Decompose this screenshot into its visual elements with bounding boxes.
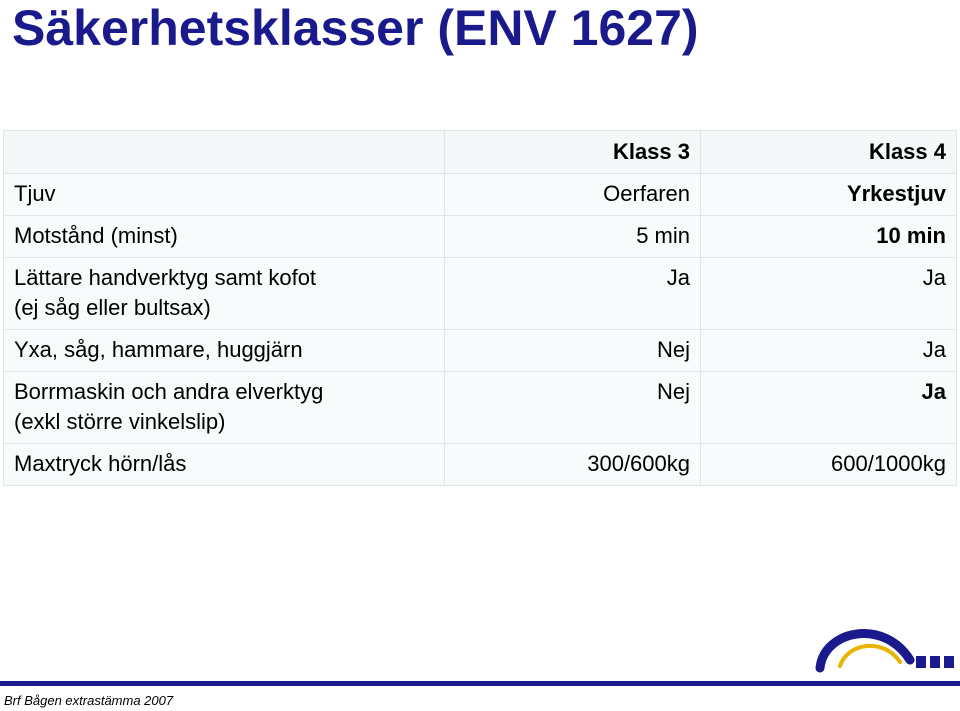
table-row [4,330,957,372]
cell-klass-3: Oerfaren [445,174,701,216]
header-cell-klass-4: Klass 4 [701,131,957,174]
table-row [4,216,957,258]
cell-klass-4: Yrkestjuv [701,174,957,216]
cell-klass-3: Nej [445,330,701,372]
table-row [4,444,957,486]
cell-klass-4: Ja [701,330,957,372]
cell-klass-3: 300/600kg [445,444,701,486]
table-row [4,372,957,444]
table-row [4,258,957,330]
header-cell-klass-3: Klass 3 [445,131,701,174]
row-label: Yxa, såg, hammare, huggjärn [4,330,445,372]
footer-text: Brf Bågen extrastämma 2007 [4,693,174,708]
table-row [4,174,957,216]
row-label: Lättare handverktyg samt kofot (ej såg eller bultsax) [4,258,445,330]
security-class-table [3,130,957,486]
row-label: Maxtryck hörn/lås [4,444,445,486]
cell-klass-3: 5 min [445,216,701,258]
header-cell-empty [4,131,445,174]
row-label: Motstånd (minst) [4,216,445,258]
footer-divider [0,681,960,686]
cell-klass-4: 600/1000kg [701,444,957,486]
cell-klass-4: 10 min [701,216,957,258]
row-label: Borrmaskin och andra elverktyg (exkl större vinkelslip) [4,372,445,444]
cell-klass-4: Ja [701,258,957,330]
row-label: Tjuv [4,174,445,216]
cell-klass-3: Nej [445,372,701,444]
brf-bagen-arch-logo-icon [812,616,957,676]
cell-klass-3: Ja [445,258,701,330]
cell-klass-4: Ja [701,372,957,444]
table-header-row [4,131,957,174]
page-title: Säkerhetsklasser (ENV 1627) [12,0,699,56]
